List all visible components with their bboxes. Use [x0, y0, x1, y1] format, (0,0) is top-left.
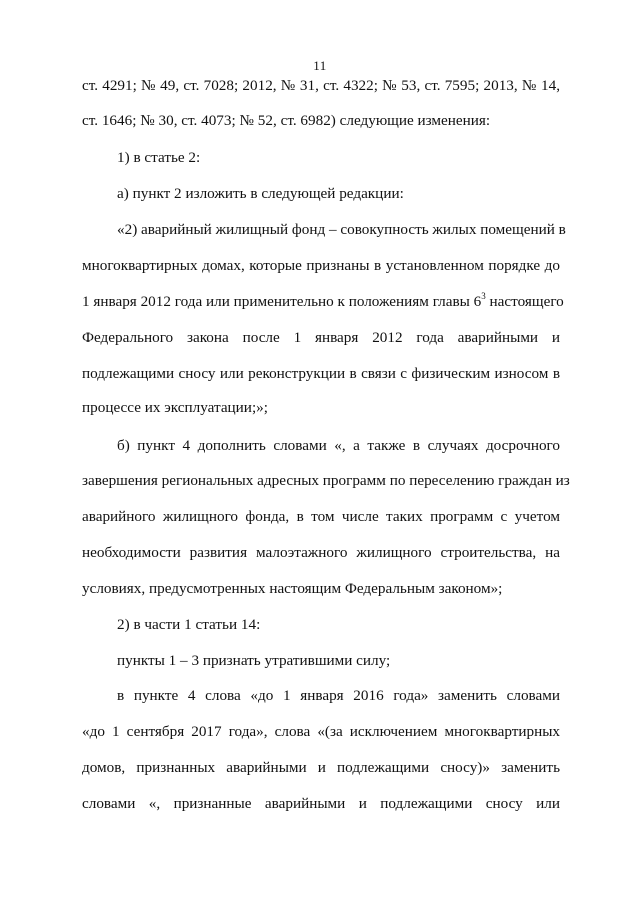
text-line: пункты 1 – 3 признать утратившими силу; — [117, 652, 391, 669]
text-line: в пункте 4 слова «до 1 января 2016 года» заменить словами — [117, 687, 560, 704]
text-line: ст. 4291; № 49, ст. 7028; 2012, № 31, ст. 4322; № 53, ст. 7595; 2013, № 14, — [82, 77, 560, 94]
text-line: домов, признанных аварийными и подлежащими сносу)» заменить — [82, 759, 560, 776]
text-fragment: 1 января 2012 года или применительно к положениям главы 6 — [82, 293, 482, 310]
text-line: б) пункт 4 дополнить словами «, а также в случаях досрочного — [117, 437, 560, 454]
text-line: аварийного жилищного фонда, в том числе таких программ с учетом — [82, 508, 560, 525]
text-line: подлежащими сносу или реконструкции в связи с физическим износом в — [82, 365, 560, 382]
text-line: завершения региональных адресных программ по переселению граждан из — [82, 472, 570, 489]
text-fragment: настоящего — [485, 293, 564, 310]
text-line: условиях, предусмотренных настоящим Федеральным законом»; — [82, 580, 503, 597]
text-line: словами «, признанные аварийными и подлежащими сносу или — [82, 795, 560, 812]
page-number: 11 — [313, 58, 327, 73]
text-line: а) пункт 2 изложить в следующей редакции: — [117, 185, 404, 202]
text-line: «до 1 сентября 2017 года», слова «(за исключением многоквартирных — [82, 723, 560, 740]
text-line: 2) в части 1 статьи 14: — [117, 616, 261, 633]
text-line: необходимости развития малоэтажного жилищного строительства, на — [82, 544, 560, 561]
text-line: многоквартирных домах, которые признаны в установленном порядке до — [82, 257, 560, 274]
text-line-with-superscript — [82, 290, 564, 312]
text-line: Федерального закона после 1 января 2012 года аварийными и — [82, 329, 560, 346]
text-line: 1) в статье 2: — [117, 149, 201, 166]
superscript: 3 — [481, 290, 486, 301]
text-line: процессе их эксплуатации;»; — [82, 399, 268, 416]
text-line: «2) аварийный жилищный фонд – совокупность жилых помещений в — [117, 221, 566, 238]
text-line: ст. 1646; № 30, ст. 4073; № 52, ст. 6982) следующие изменения: — [82, 112, 491, 129]
